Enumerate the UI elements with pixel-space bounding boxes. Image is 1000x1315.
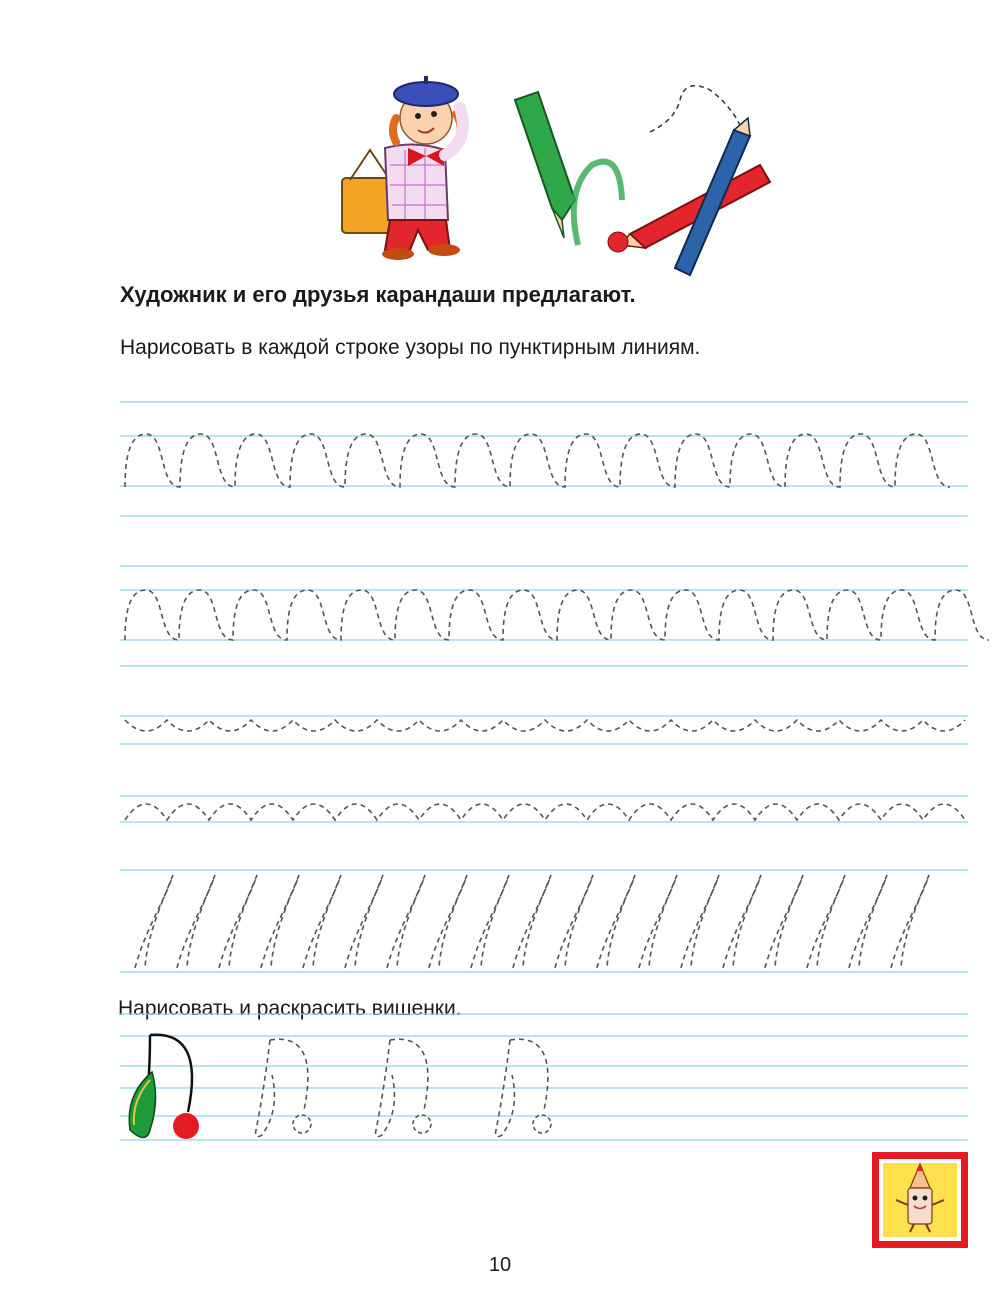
cherry-trace xyxy=(256,1039,308,1136)
tracing-patterns xyxy=(125,434,989,968)
pencils-illustration xyxy=(515,86,770,275)
arch-pattern-row xyxy=(125,590,989,640)
cherry-traces xyxy=(256,1039,551,1136)
instruction-patterns: Нарисовать в каждой строке узоры по пунктирным линиям. xyxy=(120,336,701,359)
cherry-trace xyxy=(376,1039,428,1136)
arch-pattern-row xyxy=(125,434,950,487)
guide-lines xyxy=(120,402,968,1140)
instruction-cherries: Нарисовать и раскрасить вишенки. xyxy=(118,997,462,1020)
cherry-circle-trace xyxy=(413,1115,431,1133)
loop-pattern-row xyxy=(135,875,929,968)
cherry-example xyxy=(129,1035,199,1139)
artist-boy-illustration xyxy=(342,76,463,260)
task-title: Художник и его друзья карандаши предлагают. xyxy=(120,282,636,307)
cherry-trace xyxy=(496,1039,548,1136)
wave-pattern-row xyxy=(125,804,965,820)
cherry-circle-trace xyxy=(533,1115,551,1133)
header-illustration xyxy=(330,70,780,280)
wave-pattern-row xyxy=(125,720,965,731)
cherry-circle-trace xyxy=(293,1115,311,1133)
page-number: 10 xyxy=(488,1254,512,1276)
pencil-mascot-badge xyxy=(870,1150,970,1250)
